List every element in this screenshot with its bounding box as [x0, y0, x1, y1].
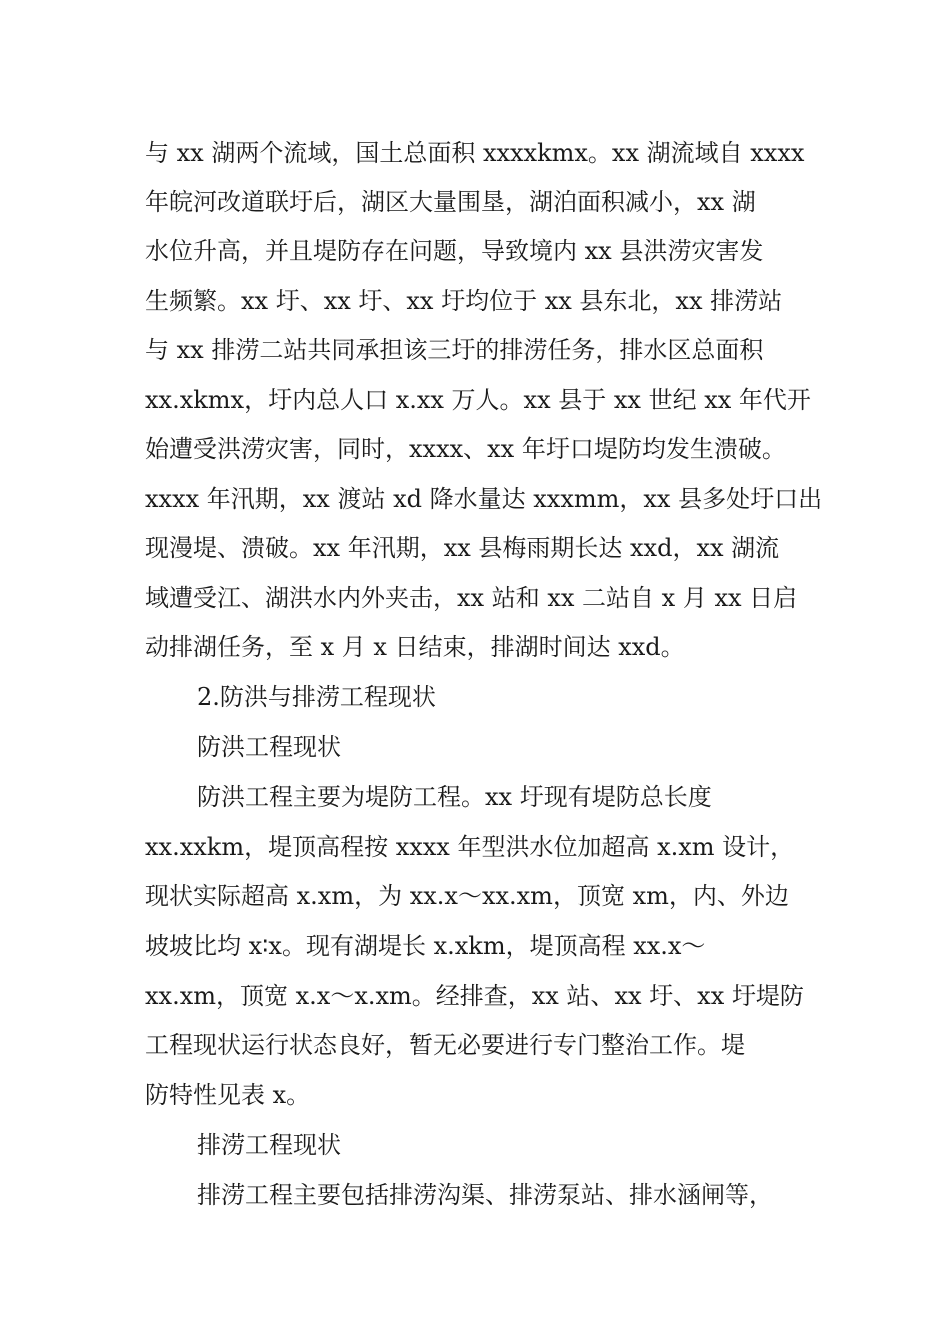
- paragraph-line: 水位升高，并且堤防存在问题，导致境内 xx 县洪涝灾害发: [145, 237, 764, 265]
- subsection-heading: 防洪工程现状: [197, 733, 341, 761]
- paragraph-line: 与 xx 排涝二站共同承担该三圩的排涝任务，排水区总面积: [145, 336, 764, 364]
- paragraph-line: xx.xkmx，圩内总人口 x.xx 万人。xx 县于 xx 世纪 xx 年代开: [145, 386, 811, 414]
- subsection-heading: 排涝工程现状: [197, 1131, 341, 1159]
- paragraph-line: xx.xm，顶宽 x.x～x.xm。经排查，xx 站、xx 圩、xx 圩堤防: [145, 982, 804, 1010]
- paragraph-line: 工程现状运行状态良好，暂无必要进行专门整治工作。堤: [145, 1031, 745, 1059]
- paragraph-line: 生频繁。xx 圩、xx 圩、xx 圩均位于 xx 县东北，xx 排涝站: [145, 287, 783, 315]
- paragraph-line: 域遭受江、湖洪水内外夹击，xx 站和 xx 二站自 x 月 xx 日启: [145, 584, 798, 612]
- paragraph-line: 年皖河改道联圩后，湖区大量围垦，湖泊面积减小，xx 湖: [145, 188, 756, 216]
- paragraph-line: xx.xxkm，堤顶高程按 xxxx 年型洪水位加超高 x.xm 设计，: [145, 833, 795, 861]
- section-heading: 2.防洪与排涝工程现状: [197, 683, 436, 711]
- paragraph-line: 坡坡比均 x∶x。现有湖堤长 x.xkm，堤顶高程 xx.x～: [145, 932, 706, 960]
- paragraph-line: 排涝工程主要包括排涝沟渠、排涝泵站、排水涵闸等，: [197, 1181, 773, 1209]
- paragraph-line: 与 xx 湖两个流域，国土总面积 xxxxkmx。xx 湖流域自 xxxx: [145, 139, 805, 167]
- paragraph-line: 始遭受洪涝灾害，同时，xxxx、xx 年圩口堤防均发生溃破。: [145, 435, 786, 463]
- paragraph-line: 现漫堤、溃破。xx 年汛期，xx 县梅雨期长达 xxd，xx 湖流: [145, 534, 780, 562]
- paragraph-line: xxxx 年汛期，xx 渡站 xd 降水量达 xxxmm，xx 县多处圩口出: [145, 485, 823, 513]
- paragraph-line: 防洪工程主要为堤防工程。xx 圩现有堤防总长度: [197, 783, 712, 811]
- paragraph-line: 现状实际超高 x.xm，为 xx.x～xx.xm，顶宽 xm，内、外边: [145, 882, 789, 910]
- paragraph-line: 防特性见表 x。: [145, 1081, 311, 1109]
- paragraph-line: 动排湖任务，至 x 月 x 日结束，排湖时间达 xxd。: [145, 633, 685, 661]
